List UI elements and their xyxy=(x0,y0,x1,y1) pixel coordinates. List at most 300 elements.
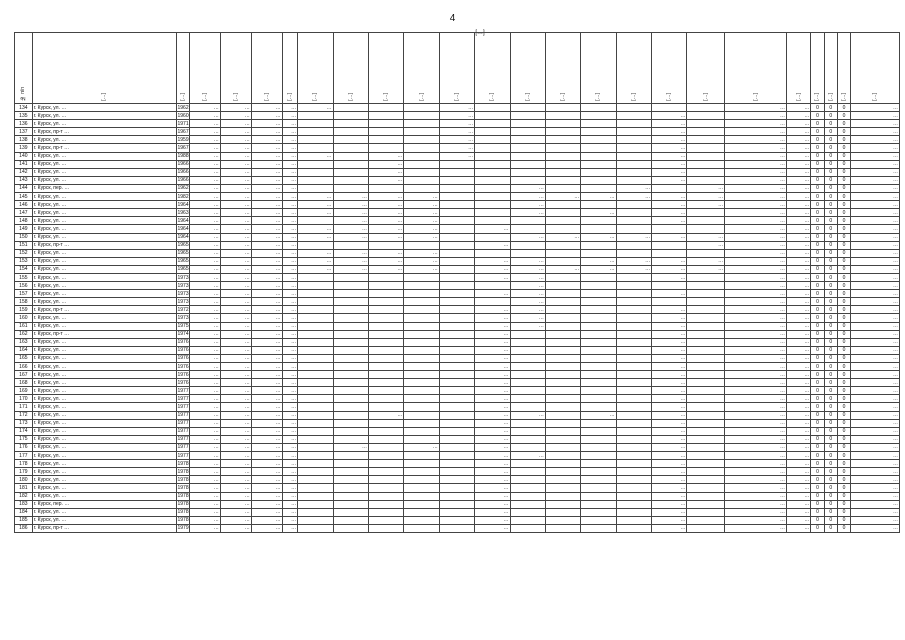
table-cell: … xyxy=(189,395,220,403)
table-row xyxy=(15,419,900,427)
table-row xyxy=(15,168,900,176)
table-cell xyxy=(545,411,580,419)
table-cell xyxy=(545,249,580,257)
table-row xyxy=(15,233,900,241)
table-cell xyxy=(687,314,725,322)
table-cell: … xyxy=(282,160,297,168)
table-cell: … xyxy=(220,322,251,330)
table-cell: … xyxy=(475,484,510,492)
table-cell: … xyxy=(652,452,687,460)
table-cell xyxy=(581,346,616,354)
table-cell xyxy=(298,395,333,403)
table-cell: г. Курск, ул. … xyxy=(32,314,176,322)
table-cell: … xyxy=(333,443,368,451)
table-cell xyxy=(545,322,580,330)
table-cell: … xyxy=(475,257,510,265)
table-cell: … xyxy=(189,257,220,265)
table-cell: … xyxy=(725,160,787,168)
table-cell: 0 xyxy=(837,249,850,257)
table-cell: … xyxy=(298,201,333,209)
table-cell: … xyxy=(787,500,811,508)
table-cell: … xyxy=(189,435,220,443)
table-cell xyxy=(545,330,580,338)
table-cell xyxy=(545,452,580,460)
table-cell: … xyxy=(787,217,811,225)
table-cell xyxy=(581,322,616,330)
table-cell xyxy=(439,176,474,184)
table-cell: … xyxy=(251,354,282,362)
table-cell: … xyxy=(687,201,725,209)
table-cell: 1965 xyxy=(177,266,189,273)
table-cell xyxy=(581,201,616,209)
table-cell: … xyxy=(189,265,220,273)
table-cell: 1977 xyxy=(177,420,189,427)
table-cell xyxy=(333,403,368,411)
table-cell xyxy=(616,492,651,500)
table-cell xyxy=(475,209,510,217)
table-cell xyxy=(298,128,333,136)
table-cell: … xyxy=(510,411,545,419)
table-row xyxy=(15,387,900,395)
table-cell xyxy=(510,330,545,338)
table-cell xyxy=(545,128,580,136)
table-cell xyxy=(581,282,616,290)
table-cell xyxy=(368,516,403,524)
table-cell xyxy=(368,112,403,120)
table-cell xyxy=(510,435,545,443)
table-cell xyxy=(439,241,474,249)
table-cell: … xyxy=(282,516,297,524)
table-cell: … xyxy=(475,387,510,395)
table-cell: … xyxy=(282,476,297,484)
table-cell: … xyxy=(616,193,651,201)
table-cell: … xyxy=(282,419,297,427)
table-cell: 158 xyxy=(15,298,33,306)
table-cell xyxy=(652,282,687,290)
table-cell: … xyxy=(851,363,900,371)
table-cell: 0 xyxy=(811,160,824,168)
table-row xyxy=(15,443,900,451)
table-cell: … xyxy=(851,290,900,298)
table-cell: … xyxy=(851,273,900,281)
table-cell: … xyxy=(851,152,900,160)
table-cell xyxy=(333,241,368,249)
table-row xyxy=(15,427,900,435)
table-cell xyxy=(545,524,580,532)
table-cell: 0 xyxy=(837,484,850,492)
table-cell xyxy=(439,265,474,273)
table-cell: 0 xyxy=(837,395,850,403)
table-cell xyxy=(581,241,616,249)
table-cell xyxy=(298,484,333,492)
table-cell xyxy=(616,330,651,338)
table-cell xyxy=(687,508,725,516)
table-cell: 0 xyxy=(837,184,850,192)
table-cell xyxy=(439,257,474,265)
table-cell: … xyxy=(189,233,220,241)
table-cell: … xyxy=(251,176,282,184)
table-cell xyxy=(439,443,474,451)
table-cell xyxy=(475,128,510,136)
table-cell: 1977 xyxy=(177,444,189,451)
table-cell: … xyxy=(725,298,787,306)
table-cell: 0 xyxy=(811,354,824,362)
table-cell: … xyxy=(475,516,510,524)
table-cell: … xyxy=(787,152,811,160)
table-cell: 0 xyxy=(824,419,837,427)
table-cell: … xyxy=(787,387,811,395)
table-cell: … xyxy=(787,160,811,168)
table-cell: … xyxy=(725,136,787,144)
table-cell xyxy=(404,298,439,306)
table-cell: … xyxy=(251,492,282,500)
table-row xyxy=(15,201,900,209)
table-cell xyxy=(687,249,725,257)
table-cell: 1978 xyxy=(177,501,189,508)
table-cell xyxy=(581,443,616,451)
table-cell: … xyxy=(851,241,900,249)
table-cell: … xyxy=(581,233,616,241)
column-header: […] xyxy=(616,33,651,104)
table-cell xyxy=(545,257,580,265)
table-cell: … xyxy=(652,516,687,524)
table-cell: … xyxy=(725,193,787,201)
table-cell xyxy=(510,524,545,532)
table-cell xyxy=(616,443,651,451)
table-row xyxy=(15,176,900,184)
table-cell: … xyxy=(510,282,545,290)
table-cell: … xyxy=(851,435,900,443)
table-cell: … xyxy=(475,452,510,460)
table-cell: 0 xyxy=(811,363,824,371)
table-cell: … xyxy=(652,476,687,484)
table-cell: … xyxy=(220,403,251,411)
table-cell: … xyxy=(725,354,787,362)
table-cell: … xyxy=(510,314,545,322)
table-cell: … xyxy=(251,419,282,427)
table-cell: 170 xyxy=(15,395,33,403)
table-cell: 139 xyxy=(15,144,33,152)
table-cell xyxy=(439,322,474,330)
table-cell xyxy=(581,516,616,524)
table-cell: 140 xyxy=(15,152,33,160)
table-cell: … xyxy=(475,411,510,419)
table-cell: … xyxy=(220,152,251,160)
column-header: […] xyxy=(282,33,297,104)
table-cell xyxy=(510,354,545,362)
table-cell: … xyxy=(787,120,811,128)
table-cell xyxy=(616,136,651,144)
table-cell xyxy=(687,460,725,468)
table-cell: 136 xyxy=(15,120,33,128)
table-cell xyxy=(404,168,439,176)
table-row xyxy=(15,298,900,306)
table-cell xyxy=(333,484,368,492)
table-cell xyxy=(545,168,580,176)
table-cell: … xyxy=(851,500,900,508)
table-cell: … xyxy=(616,265,651,273)
table-cell xyxy=(581,136,616,144)
table-cell: 0 xyxy=(837,306,850,314)
table-cell: … xyxy=(251,217,282,225)
table-cell: … xyxy=(189,484,220,492)
table-cell xyxy=(439,427,474,435)
table-cell: 0 xyxy=(811,492,824,500)
table-row xyxy=(15,516,900,524)
table-cell xyxy=(333,346,368,354)
table-cell: … xyxy=(189,225,220,233)
table-cell xyxy=(368,354,403,362)
table-cell: 1962 xyxy=(177,185,189,192)
table-cell xyxy=(616,346,651,354)
table-cell: … xyxy=(581,209,616,217)
table-cell: г. Курск, пер. … xyxy=(32,500,176,508)
table-cell: … xyxy=(545,233,580,241)
table-cell xyxy=(581,168,616,176)
table-cell: … xyxy=(189,452,220,460)
table-cell xyxy=(404,411,439,419)
table-cell xyxy=(687,120,725,128)
table-cell: 0 xyxy=(824,500,837,508)
table-row xyxy=(15,136,900,144)
table-cell: 0 xyxy=(837,452,850,460)
table-cell: 1964 xyxy=(177,201,189,208)
table-cell: … xyxy=(220,136,251,144)
table-cell: … xyxy=(251,379,282,387)
table-cell: … xyxy=(251,160,282,168)
table-cell: … xyxy=(687,241,725,249)
table-cell xyxy=(475,144,510,152)
table-cell: 0 xyxy=(837,492,850,500)
table-cell xyxy=(510,241,545,249)
table-cell: … xyxy=(475,468,510,476)
table-row xyxy=(15,225,900,233)
table-row xyxy=(15,379,900,387)
table-cell xyxy=(545,338,580,346)
table-cell: 1977 xyxy=(177,387,189,394)
table-cell xyxy=(510,443,545,451)
table-cell xyxy=(545,419,580,427)
table-cell xyxy=(616,273,651,281)
table-cell xyxy=(333,112,368,120)
table-cell xyxy=(545,176,580,184)
table-cell: … xyxy=(439,120,474,128)
table-cell: 0 xyxy=(837,152,850,160)
table-cell xyxy=(298,435,333,443)
table-cell: … xyxy=(251,524,282,532)
table-cell: … xyxy=(282,184,297,192)
table-cell: … xyxy=(251,322,282,330)
table-cell xyxy=(616,484,651,492)
table-cell xyxy=(333,395,368,403)
table-cell: … xyxy=(510,290,545,298)
table-cell: … xyxy=(282,500,297,508)
page-number: 4 xyxy=(449,13,456,24)
table-cell: 147 xyxy=(15,209,33,217)
table-cell: … xyxy=(282,265,297,273)
table-cell xyxy=(404,241,439,249)
table-cell: … xyxy=(251,136,282,144)
table-cell: 0 xyxy=(811,419,824,427)
table-cell: … xyxy=(725,282,787,290)
table-cell: … xyxy=(368,249,403,257)
table-cell: 0 xyxy=(837,160,850,168)
table-cell: … xyxy=(787,338,811,346)
table-cell xyxy=(298,524,333,532)
table-cell: 138 xyxy=(15,136,33,144)
table-cell xyxy=(545,104,580,112)
table-cell: … xyxy=(787,395,811,403)
table-cell: … xyxy=(368,201,403,209)
table-cell: 0 xyxy=(811,290,824,298)
table-cell: 0 xyxy=(837,468,850,476)
table-cell: 0 xyxy=(837,120,850,128)
table-cell: 0 xyxy=(837,338,850,346)
table-cell: … xyxy=(787,282,811,290)
table-cell xyxy=(404,371,439,379)
table-cell: … xyxy=(282,363,297,371)
table-cell: … xyxy=(333,209,368,217)
table-cell xyxy=(545,516,580,524)
table-cell: … xyxy=(851,168,900,176)
table-cell: … xyxy=(220,273,251,281)
table-cell: 1975 xyxy=(177,323,189,330)
table-cell: 141 xyxy=(15,160,33,168)
table-cell: г. Курск, ул. … xyxy=(32,104,176,112)
table-cell: … xyxy=(220,411,251,419)
table-cell xyxy=(298,184,333,192)
table-cell xyxy=(616,403,651,411)
column-header: […] xyxy=(439,33,474,104)
table-cell xyxy=(581,492,616,500)
table-cell: … xyxy=(581,265,616,273)
table-cell xyxy=(298,411,333,419)
table-cell xyxy=(510,371,545,379)
column-header: […] xyxy=(837,33,850,104)
table-cell: … xyxy=(725,419,787,427)
table-cell: … xyxy=(220,217,251,225)
table-cell: … xyxy=(368,152,403,160)
table-cell: 1978 xyxy=(177,517,189,524)
table-cell: … xyxy=(189,379,220,387)
table-cell: … xyxy=(282,338,297,346)
table-cell: … xyxy=(333,217,368,225)
table-cell: … xyxy=(851,265,900,273)
table-cell: 179 xyxy=(15,468,33,476)
table-cell xyxy=(616,168,651,176)
table-cell: … xyxy=(298,249,333,257)
table-cell: … xyxy=(652,379,687,387)
table-cell xyxy=(368,435,403,443)
table-cell: 1978 xyxy=(177,493,189,500)
table-cell: 0 xyxy=(811,427,824,435)
table-cell: … xyxy=(725,411,787,419)
table-cell xyxy=(616,371,651,379)
table-cell: 0 xyxy=(824,346,837,354)
table-cell xyxy=(616,419,651,427)
table-cell xyxy=(439,160,474,168)
table-cell: … xyxy=(189,508,220,516)
header-row xyxy=(15,33,900,104)
table-cell xyxy=(687,403,725,411)
table-cell: … xyxy=(368,193,403,201)
table-cell: 1977 xyxy=(177,395,189,402)
table-cell: … xyxy=(189,363,220,371)
table-cell xyxy=(404,468,439,476)
table-cell xyxy=(404,120,439,128)
table-cell xyxy=(545,120,580,128)
table-cell: 1976 xyxy=(177,339,189,346)
table-cell: … xyxy=(475,330,510,338)
table-cell: … xyxy=(652,176,687,184)
table-cell: … xyxy=(251,500,282,508)
table-cell: г. Курск, ул. … xyxy=(32,273,176,281)
table-cell xyxy=(510,176,545,184)
table-cell: 1965 xyxy=(177,258,189,265)
table-cell: … xyxy=(475,500,510,508)
table-cell: … xyxy=(368,225,403,233)
table-cell xyxy=(616,290,651,298)
table-cell xyxy=(652,225,687,233)
table-cell xyxy=(368,273,403,281)
table-cell: … xyxy=(333,233,368,241)
table-cell: 0 xyxy=(837,379,850,387)
table-cell xyxy=(545,290,580,298)
table-row xyxy=(15,241,900,249)
table-cell xyxy=(298,452,333,460)
table-cell: 0 xyxy=(824,411,837,419)
table-cell xyxy=(616,201,651,209)
table-cell xyxy=(298,419,333,427)
table-cell xyxy=(333,168,368,176)
table-cell xyxy=(545,136,580,144)
table-row xyxy=(15,468,900,476)
table-cell xyxy=(404,387,439,395)
table-cell: … xyxy=(851,120,900,128)
table-cell xyxy=(333,136,368,144)
table-cell: … xyxy=(652,387,687,395)
table-cell: 172 xyxy=(15,411,33,419)
table-cell: 135 xyxy=(15,112,33,120)
table-cell: … xyxy=(652,363,687,371)
table-cell xyxy=(545,403,580,411)
table-cell xyxy=(298,468,333,476)
table-cell: … xyxy=(475,371,510,379)
table-row xyxy=(15,476,900,484)
table-cell xyxy=(616,395,651,403)
table-cell: 186 xyxy=(15,524,33,532)
table-cell: 0 xyxy=(824,460,837,468)
table-cell: … xyxy=(251,184,282,192)
table-cell xyxy=(687,484,725,492)
table-cell xyxy=(510,427,545,435)
table-cell: … xyxy=(220,468,251,476)
table-cell xyxy=(581,338,616,346)
table-cell xyxy=(368,363,403,371)
table-cell: 1979 xyxy=(177,525,189,532)
table-cell: 0 xyxy=(824,120,837,128)
table-cell: … xyxy=(652,460,687,468)
table-cell xyxy=(298,379,333,387)
table-cell xyxy=(439,395,474,403)
table-cell: … xyxy=(475,443,510,451)
table-cell: … xyxy=(851,298,900,306)
table-cell: г. Курск, ул. … xyxy=(32,217,176,225)
table-cell: … xyxy=(282,104,297,112)
table-cell: … xyxy=(220,249,251,257)
funding-header-line: […] xyxy=(475,30,485,36)
table-cell xyxy=(368,452,403,460)
